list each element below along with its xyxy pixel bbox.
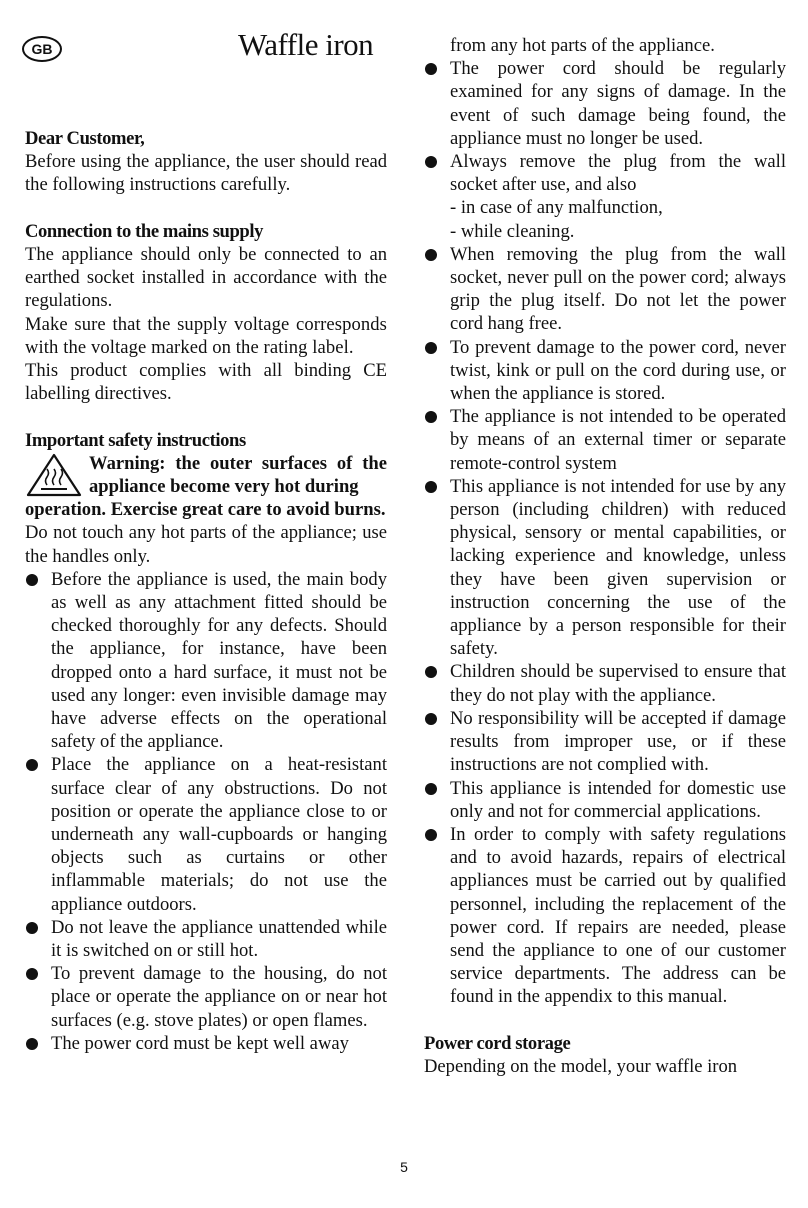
- warning-text-continued: operation. Exercise great care to avoid burns.: [25, 499, 386, 521]
- safety-list-right: [424, 57, 786, 196]
- list-item: The appliance is not intended to be operated by means of an external timer or separate remote-control system: [424, 405, 786, 475]
- safety-list-right-continued: [424, 243, 786, 1009]
- warning-block: [25, 452, 387, 522]
- right-column: [424, 34, 786, 1078]
- list-item: Place the appliance on a heat-resistant surface clear of any obstructions. Do not position or operate the appliance close to or underneath any wall-cupboards or hanging objects such as curtains or other inflammable materials; do not use the appliance outdoors.: [25, 753, 387, 915]
- list-item-text: Always remove the plug from the wall socket after use, and also: [450, 151, 786, 196]
- mains-paragraph-3: This product complies with all binding CE labelling directives.: [25, 360, 387, 405]
- list-item: In order to comply with safety regulations and to avoid hazards, repairs of electrical appliances must be carried out by qualified personnel, including the replacement of the power cord. If repairs are needed, please send the appliance to one of our customer service departments. The address can be found in the appendix to this manual.: [424, 823, 786, 1009]
- list-item-continuation: from any hot parts of the appliance.: [450, 35, 715, 56]
- warning-text: Warning: the outer surfaces of the appliance become very hot during: [89, 452, 387, 498]
- list-item: Do not leave the appliance unattended while it is switched on or still hot.: [25, 916, 387, 962]
- list-item: The power cord should be regularly examined for any signs of damage. In the event of such damage being found, the appliance must no longer be used.: [424, 57, 786, 150]
- page-title: Waffle iron: [238, 27, 374, 62]
- mains-paragraph-2: Make sure that the supply voltage corresponds with the voltage marked on the rating label.: [25, 313, 387, 358]
- list-item: To prevent damage to the housing, do not place or operate the appliance on or near hot surfaces (e.g. stove plates) or open flames.: [25, 962, 387, 1032]
- list-item: This appliance is not intended for use by any person (including children) with reduced physical, sensory or mental capabilities, or lacking experience and knowledge, unless they have been given supervision or instruction concerning the use of the appliance by a person responsible for their safety.: [424, 475, 786, 661]
- list-item: The power cord must be kept well away: [25, 1032, 387, 1055]
- sub-item: - in case of any malfunction,: [450, 197, 663, 219]
- page-number: 5: [400, 1159, 408, 1175]
- list-item: To prevent damage to the power cord, never twist, kink or pull on the cord during use, or when the appliance is stored.: [424, 336, 786, 406]
- list-item: [424, 150, 786, 196]
- list-item: No responsibility will be accepted if damage results from improper use, or if these instructions are not complied with.: [424, 707, 786, 777]
- safety-heading: Important safety instructions: [25, 429, 246, 451]
- hot-surface-warning-icon: [25, 452, 83, 498]
- salutation: Dear Customer,: [25, 128, 145, 149]
- hot-parts-note: Do not touch any hot parts of the appliance; use the handles only.: [25, 522, 387, 567]
- cord-storage-text: Depending on the model, your waffle iron: [424, 1055, 738, 1077]
- safety-list-left: [25, 568, 387, 1055]
- mains-paragraph-1: The appliance should only be connected to an earthed socket installed in accordance with the regulations.: [25, 244, 387, 312]
- cord-storage-heading: Power cord storage: [424, 1032, 571, 1054]
- list-item: Children should be supervised to ensure that they do not play with the appliance.: [424, 660, 786, 706]
- list-item: When removing the plug from the wall socket, never pull on the power cord; always grip the plug itself. Do not let the power cord hang free.: [424, 243, 786, 336]
- mains-heading: Connection to the mains supply: [25, 220, 264, 242]
- left-column: [25, 127, 387, 1055]
- list-item: This appliance is intended for domestic use only and not for commercial applications.: [424, 777, 786, 823]
- list-item: Before the appliance is used, the main body as well as any attachment fitted should be checked thoroughly for any defects. Should the appliance, for instance, have been dropped onto a hard surface, it must not be used any longer: even invisible damage may have adverse effects on the operational safety of the appliance.: [25, 568, 387, 754]
- intro-text: Before using the appliance, the user should read the following instructions carefully.: [25, 151, 387, 196]
- sub-item: - while cleaning.: [450, 220, 575, 242]
- language-badge: GB: [22, 36, 62, 62]
